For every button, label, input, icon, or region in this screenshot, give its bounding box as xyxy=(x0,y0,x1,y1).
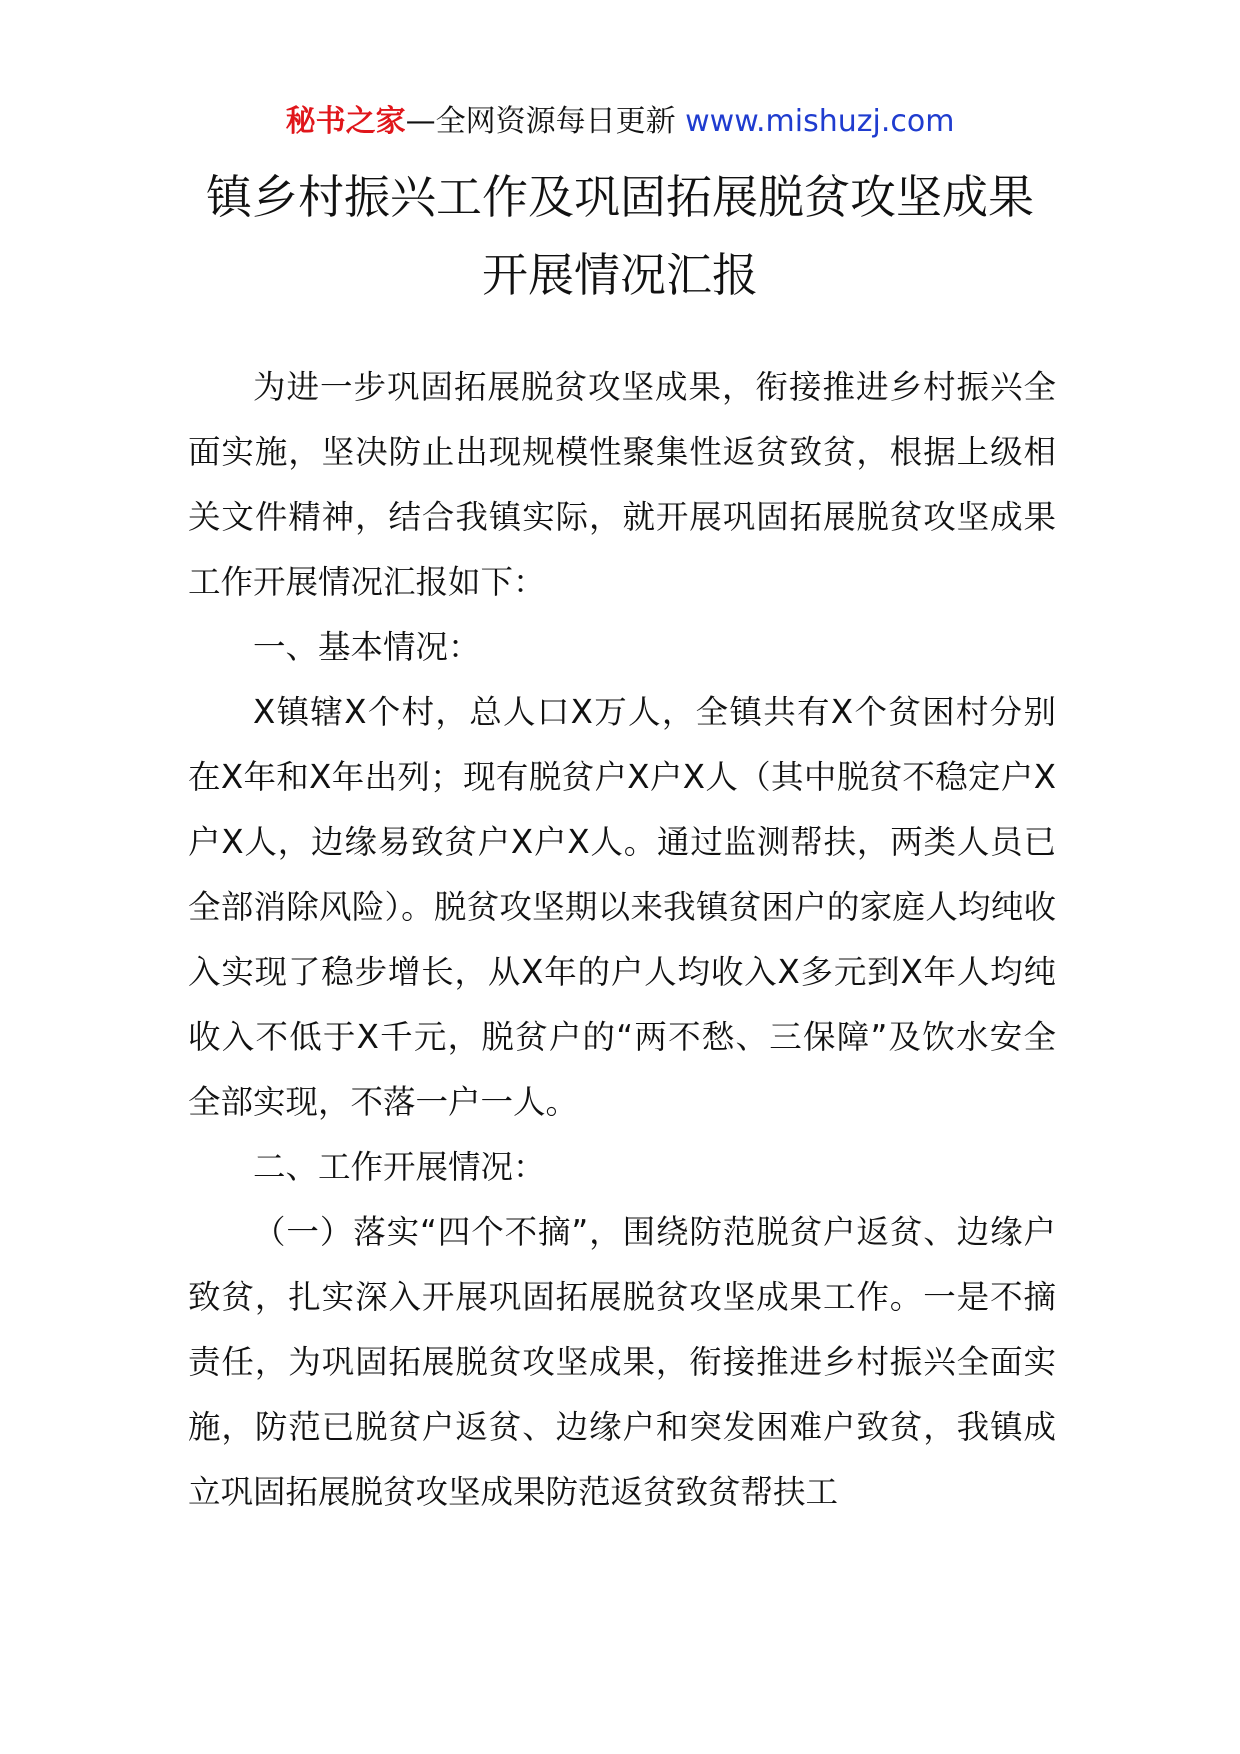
title-line-1: 镇乡村振兴工作及巩固拓展脱贫攻坚成果 xyxy=(206,170,1034,224)
intro-paragraph: 为进一步巩固拓展脱贫攻坚成果，衔接推进乡村振兴全面实施，坚决防止出现规模性聚集性返贫致贫，根据上级相关文件精神，结合我镇实际，就开展巩固拓展脱贫攻坚成果工作开展情况汇报如下： xyxy=(188,368,1056,601)
site-header xyxy=(0,100,1240,144)
header-tagline: —全网资源每日更新 xyxy=(405,104,686,139)
brand-name: 秘书之家 xyxy=(285,104,406,139)
section-heading-basic: 一、基本情况： xyxy=(253,628,481,666)
document-title xyxy=(0,158,1240,314)
title-line-2: 开展情况汇报 xyxy=(482,248,758,302)
site-url-link[interactable]: www.mishuzj.com xyxy=(685,104,955,139)
document-body xyxy=(188,355,1056,1525)
basic-info-paragraph: X镇辖X个村，总人口X万人，全镇共有X个贫困村分别在X年和X年出列；现有脱贫户X户X人（其中脱贫不稳定户X户X人，边缘易致贫户X户X人。通过监测帮扶，两类人员已全部消除风险）。脱贫攻坚期以来我镇贫困户的家庭人均纯收入实现了稳步增长，从X年的户人均收入X多元到X年人均纯收入不低于X千元，脱贫户的“两不愁、三保障”及饮水安全全部实现，不落一户一人。 xyxy=(188,693,1056,1121)
section-heading-work: 二、工作开展情况： xyxy=(253,1148,546,1186)
work-paragraph: （一）落实“四个不摘”，围绕防范脱贫户返贫、边缘户致贫，扎实深入开展巩固拓展脱贫攻坚成果工作。一是不摘责任，为巩固拓展脱贫攻坚成果，衔接推进乡村振兴全面实施，防范已脱贫户返贫、边缘户和突发困难户致贫，我镇成立巩固拓展脱贫攻坚成果防范返贫致贫帮扶工 xyxy=(188,1213,1056,1511)
